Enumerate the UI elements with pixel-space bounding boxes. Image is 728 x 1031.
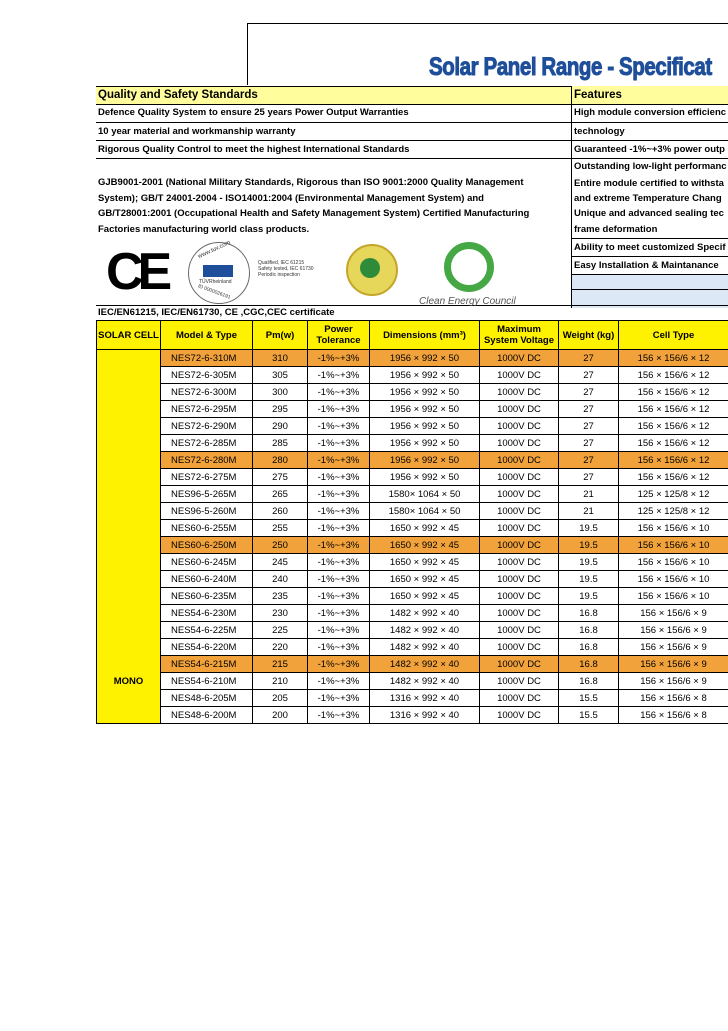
- cell-cell: 156 × 156/6 × 12: [619, 469, 728, 486]
- cell-cell: 156 × 156/6 × 9: [619, 656, 728, 673]
- cell-model: NES60-6-250M: [161, 537, 253, 554]
- cell-dim: 1956 × 992 × 50: [370, 452, 480, 469]
- cell-cell: 156 × 156/6 × 9: [619, 622, 728, 639]
- cell-dim: 1580× 1064 × 50: [370, 503, 480, 520]
- cell-volt: 1000V DC: [480, 350, 559, 367]
- cell-tol: -1%~+3%: [308, 673, 370, 690]
- feature-item: Guaranteed -1%~+3% power outp: [571, 141, 728, 159]
- cell-tol: -1%~+3%: [308, 350, 370, 367]
- cec-label: Clean Energy Council: [419, 296, 516, 307]
- cell-volt: 1000V DC: [480, 588, 559, 605]
- cell-dim: 1956 × 992 × 50: [370, 367, 480, 384]
- cell-tol: -1%~+3%: [308, 639, 370, 656]
- col-cell-type: Cell Type: [619, 321, 728, 350]
- cell-dim: 1956 × 992 × 50: [370, 401, 480, 418]
- cell-dim: 1650 × 992 × 45: [370, 537, 480, 554]
- cell-tol: -1%~+3%: [308, 503, 370, 520]
- cell-w: 19.5: [559, 554, 619, 571]
- cell-volt: 1000V DC: [480, 469, 559, 486]
- table-row: [97, 520, 728, 537]
- table-row: [97, 401, 728, 418]
- cell-volt: 1000V DC: [480, 639, 559, 656]
- cell-volt: 1000V DC: [480, 571, 559, 588]
- cell-pm: 235: [253, 588, 308, 605]
- table-row: [97, 384, 728, 401]
- table-row: [97, 690, 728, 707]
- cell-cell: 156 × 156/6 × 10: [619, 554, 728, 571]
- cell-w: 19.5: [559, 520, 619, 537]
- table-row: [97, 537, 728, 554]
- cell-model: NES60-6-240M: [161, 571, 253, 588]
- cell-pm: 280: [253, 452, 308, 469]
- feature-item: High module conversion efficienc: [571, 104, 728, 122]
- table-row: [97, 367, 728, 384]
- cell-pm: 260: [253, 503, 308, 520]
- table-row: [97, 469, 728, 486]
- cell-model: NES96-5-260M: [161, 503, 253, 520]
- cell-w: 16.8: [559, 639, 619, 656]
- cell-w: 19.5: [559, 571, 619, 588]
- cell-model: NES54-6-225M: [161, 622, 253, 639]
- cell-w: 19.5: [559, 537, 619, 554]
- cell-pm: 285: [253, 435, 308, 452]
- cell-pm: 250: [253, 537, 308, 554]
- cell-model: NES54-6-210M: [161, 673, 253, 690]
- cell-dim: 1482 × 992 × 40: [370, 639, 480, 656]
- cell-dim: 1482 × 992 × 40: [370, 656, 480, 673]
- cell-pm: 210: [253, 673, 308, 690]
- cell-w: 16.8: [559, 673, 619, 690]
- cell-w: 27: [559, 435, 619, 452]
- table-row: [97, 605, 728, 622]
- cell-volt: 1000V DC: [480, 418, 559, 435]
- cell-w: 27: [559, 367, 619, 384]
- cell-volt: 1000V DC: [480, 707, 559, 724]
- cell-cell: 156 × 156/6 × 10: [619, 571, 728, 588]
- tuv-logo: www.tuv.com TÜVRheinland ID 0000026191: [188, 242, 250, 304]
- spec-table: [96, 320, 728, 724]
- cell-cell: 156 × 156/6 × 12: [619, 435, 728, 452]
- spec-sheet: [96, 0, 728, 722]
- cell-dim: 1482 × 992 × 40: [370, 673, 480, 690]
- cell-pm: 275: [253, 469, 308, 486]
- cell-pm: 290: [253, 418, 308, 435]
- cell-type-label: MONO: [97, 350, 161, 724]
- cell-model: NES72-6-290M: [161, 418, 253, 435]
- cell-pm: 225: [253, 622, 308, 639]
- cell-cell: 156 × 156/6 × 10: [619, 537, 728, 554]
- cell-tol: -1%~+3%: [308, 452, 370, 469]
- cell-w: 27: [559, 384, 619, 401]
- cell-tol: -1%~+3%: [308, 384, 370, 401]
- cell-cell: 156 × 156/6 × 12: [619, 418, 728, 435]
- certificates-line: IEC/EN61215, IEC/EN61730, CE ,CGC,CEC certificate: [98, 307, 335, 318]
- cell-w: 27: [559, 452, 619, 469]
- cell-model: NES72-6-285M: [161, 435, 253, 452]
- table-row: [97, 350, 728, 367]
- cell-w: 27: [559, 469, 619, 486]
- table-row: [97, 486, 728, 503]
- cell-volt: 1000V DC: [480, 622, 559, 639]
- cell-w: 21: [559, 486, 619, 503]
- table-row: [97, 452, 728, 469]
- cell-volt: 1000V DC: [480, 554, 559, 571]
- cell-cell: 156 × 156/6 × 12: [619, 452, 728, 469]
- cell-model: NES72-6-310M: [161, 350, 253, 367]
- cell-model: NES60-6-245M: [161, 554, 253, 571]
- col-pm: Pm(w): [253, 321, 308, 350]
- cell-pm: 300: [253, 384, 308, 401]
- cell-model: NES72-6-300M: [161, 384, 253, 401]
- ce-mark: CE: [106, 243, 167, 301]
- cell-model: NES48-6-205M: [161, 690, 253, 707]
- cell-pm: 265: [253, 486, 308, 503]
- cell-pm: 215: [253, 656, 308, 673]
- cell-dim: 1650 × 992 × 45: [370, 588, 480, 605]
- features-heading: Features: [571, 86, 728, 104]
- cell-model: NES60-6-255M: [161, 520, 253, 537]
- cell-w: 27: [559, 401, 619, 418]
- table-row: [97, 639, 728, 656]
- cell-volt: 1000V DC: [480, 367, 559, 384]
- table-row: [97, 656, 728, 673]
- cell-pm: 200: [253, 707, 308, 724]
- cell-tol: -1%~+3%: [308, 486, 370, 503]
- cell-cell: 125 × 125/8 × 12: [619, 486, 728, 503]
- cell-dim: 1956 × 992 × 50: [370, 469, 480, 486]
- cell-model: NES48-6-200M: [161, 707, 253, 724]
- feature-item: Easy Installation & Maintanance: [571, 257, 728, 275]
- standards-paragraph: GJB9001-2001 (National Military Standards, Rigorous than ISO 9001:2000 Quality Management System); GB/T 24001-2004 - ISO14001:2004 (Environmental Management System) and GB/T28001:2001 (Occupational Health and Safety Management System) Certified Manufacturing Factories manufacturing world class products.: [98, 177, 530, 235]
- cell-volt: 1000V DC: [480, 605, 559, 622]
- table-row: [97, 554, 728, 571]
- cell-model: NES54-6-220M: [161, 639, 253, 656]
- cell-volt: 1000V DC: [480, 452, 559, 469]
- cell-tol: -1%~+3%: [308, 656, 370, 673]
- cell-cell: 156 × 156/6 × 12: [619, 384, 728, 401]
- cell-model: NES72-6-275M: [161, 469, 253, 486]
- cell-w: 15.5: [559, 690, 619, 707]
- cell-cell: 156 × 156/6 × 12: [619, 401, 728, 418]
- cell-cell: 156 × 156/6 × 10: [619, 588, 728, 605]
- feature-item: frame deformation: [571, 221, 728, 239]
- cell-model: NES54-6-215M: [161, 656, 253, 673]
- table-row: [97, 418, 728, 435]
- cell-tol: -1%~+3%: [308, 520, 370, 537]
- quality-row: Rigorous Quality Control to meet the highest International Standards: [98, 144, 410, 155]
- cell-model: NES72-6-305M: [161, 367, 253, 384]
- table-row: [97, 503, 728, 520]
- cell-cell: 156 × 156/6 × 8: [619, 690, 728, 707]
- cell-cell: 156 × 156/6 × 8: [619, 707, 728, 724]
- cell-dim: 1482 × 992 × 40: [370, 622, 480, 639]
- cell-cell: 156 × 156/6 × 12: [619, 350, 728, 367]
- cell-cell: 156 × 156/6 × 10: [619, 520, 728, 537]
- cell-volt: 1000V DC: [480, 673, 559, 690]
- cell-w: 21: [559, 503, 619, 520]
- cell-cell: 156 × 156/6 × 9: [619, 673, 728, 690]
- cell-pm: 205: [253, 690, 308, 707]
- table-row: [97, 571, 728, 588]
- cell-dim: 1316 × 992 × 40: [370, 690, 480, 707]
- cell-volt: 1000V DC: [480, 486, 559, 503]
- col-model: Model & Type: [161, 321, 253, 350]
- certification-logos: [96, 238, 571, 306]
- cell-model: NES72-6-295M: [161, 401, 253, 418]
- quality-heading: Quality and Safety Standards: [96, 86, 571, 104]
- table-row: [97, 622, 728, 639]
- feature-item: technology: [571, 123, 728, 141]
- cell-model: NES96-5-265M: [161, 486, 253, 503]
- cell-volt: 1000V DC: [480, 520, 559, 537]
- cell-w: 27: [559, 418, 619, 435]
- table-row: [97, 435, 728, 452]
- cell-pm: 310: [253, 350, 308, 367]
- cell-dim: 1580× 1064 × 50: [370, 486, 480, 503]
- col-tolerance: Power Tolerance: [308, 321, 370, 350]
- cell-dim: 1650 × 992 × 45: [370, 571, 480, 588]
- cell-dim: 1650 × 992 × 45: [370, 554, 480, 571]
- cell-tol: -1%~+3%: [308, 707, 370, 724]
- cell-dim: 1316 × 992 × 40: [370, 707, 480, 724]
- tuv-notes: Qualified, IEC 61215 Safety tested, IEC 61730 Periodic inspection: [258, 260, 314, 278]
- cell-tol: -1%~+3%: [308, 537, 370, 554]
- cell-tol: -1%~+3%: [308, 571, 370, 588]
- cell-volt: 1000V DC: [480, 401, 559, 418]
- col-voltage: Maximum System Voltage: [480, 321, 559, 350]
- cell-w: 27: [559, 350, 619, 367]
- cell-w: 15.5: [559, 707, 619, 724]
- feature-item: and extreme Temperature Chang: [571, 190, 728, 208]
- cell-pm: 220: [253, 639, 308, 656]
- cell-tol: -1%~+3%: [308, 367, 370, 384]
- cell-volt: 1000V DC: [480, 690, 559, 707]
- cell-model: NES60-6-235M: [161, 588, 253, 605]
- page-title: Solar Panel Range - Specificat: [429, 53, 712, 81]
- cell-tol: -1%~+3%: [308, 435, 370, 452]
- table-row: [97, 673, 728, 690]
- cell-tol: -1%~+3%: [308, 469, 370, 486]
- cell-w: 16.8: [559, 605, 619, 622]
- cell-cell: 125 × 125/8 × 12: [619, 503, 728, 520]
- cell-cell: 156 × 156/6 × 12: [619, 367, 728, 384]
- quality-row: Defence Quality System to ensure 25 years Power Output Warranties: [98, 107, 409, 118]
- cell-dim: 1650 × 992 × 45: [370, 520, 480, 537]
- cell-volt: 1000V DC: [480, 656, 559, 673]
- cell-tol: -1%~+3%: [308, 622, 370, 639]
- cell-model: NES54-6-230M: [161, 605, 253, 622]
- cell-pm: 305: [253, 367, 308, 384]
- cell-volt: 1000V DC: [480, 537, 559, 554]
- cell-w: 19.5: [559, 588, 619, 605]
- cell-volt: 1000V DC: [480, 384, 559, 401]
- cell-cell: 156 × 156/6 × 9: [619, 605, 728, 622]
- cec-logo: [444, 242, 494, 292]
- cell-tol: -1%~+3%: [308, 605, 370, 622]
- cell-cell: 156 × 156/6 × 9: [619, 639, 728, 656]
- cell-model: NES72-6-280M: [161, 452, 253, 469]
- cell-dim: 1956 × 992 × 50: [370, 418, 480, 435]
- table-row: [97, 588, 728, 605]
- feature-item: Unique and advanced sealing tec: [571, 205, 728, 223]
- cell-pm: 245: [253, 554, 308, 571]
- cell-tol: -1%~+3%: [308, 690, 370, 707]
- cell-w: 16.8: [559, 622, 619, 639]
- cell-tol: -1%~+3%: [308, 554, 370, 571]
- cell-dim: 1956 × 992 × 50: [370, 384, 480, 401]
- quality-row: 10 year material and workmanship warranty: [98, 126, 296, 137]
- table-row: [97, 707, 728, 724]
- feature-item: Entire module certified to withsta: [571, 175, 728, 193]
- cell-pm: 255: [253, 520, 308, 537]
- cgc-seal: [346, 244, 398, 296]
- cell-tol: -1%~+3%: [308, 401, 370, 418]
- cell-pm: 240: [253, 571, 308, 588]
- feature-item: Ability to meet customized Specif: [571, 239, 728, 257]
- cell-volt: 1000V DC: [480, 503, 559, 520]
- feature-item: Outstanding low-light performanc: [571, 158, 728, 176]
- cell-pm: 295: [253, 401, 308, 418]
- cell-tol: -1%~+3%: [308, 588, 370, 605]
- col-solar-cell: SOLAR CELL: [97, 321, 161, 350]
- col-dimensions: Dimensions (mm³): [370, 321, 480, 350]
- cell-dim: 1956 × 992 × 50: [370, 350, 480, 367]
- cell-dim: 1482 × 992 × 40: [370, 605, 480, 622]
- col-weight: Weight (kg): [559, 321, 619, 350]
- cell-pm: 230: [253, 605, 308, 622]
- cell-dim: 1956 × 992 × 50: [370, 435, 480, 452]
- cell-volt: 1000V DC: [480, 435, 559, 452]
- cell-tol: -1%~+3%: [308, 418, 370, 435]
- cell-w: 16.8: [559, 656, 619, 673]
